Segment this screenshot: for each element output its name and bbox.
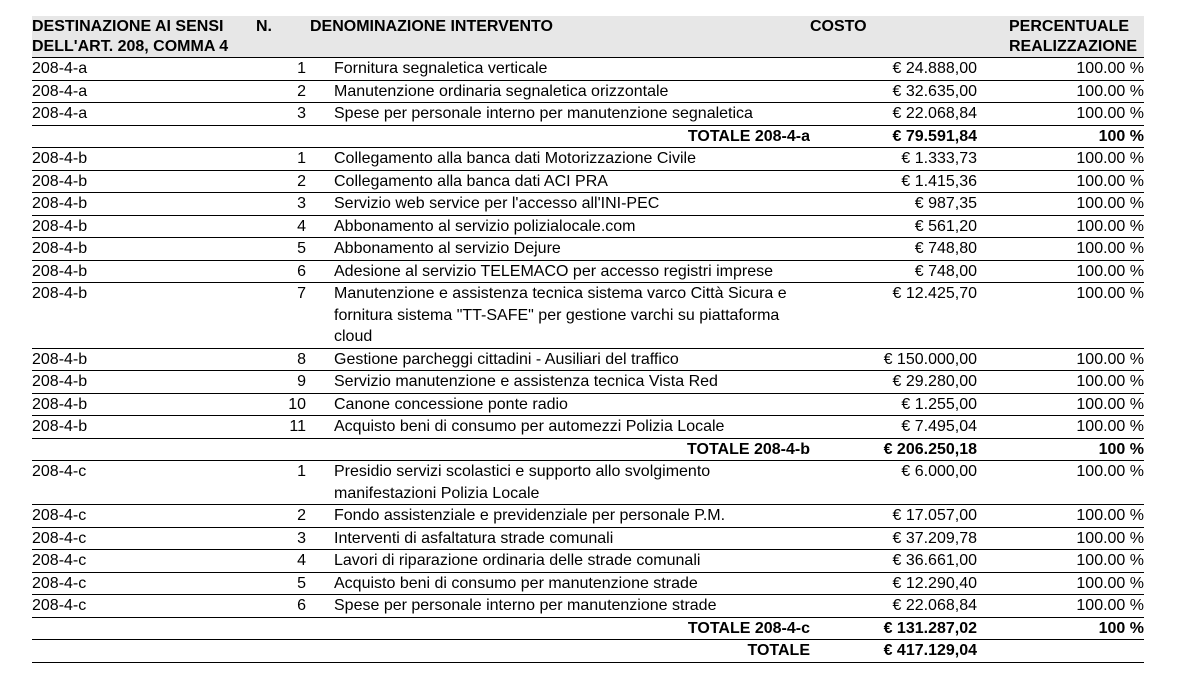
- table-row: [32, 461, 1144, 505]
- grand-total-costo: € 417.129,04: [810, 640, 977, 663]
- cell-denominazione: Abbonamento al servizio polizialocale.com: [310, 215, 810, 238]
- cell-destinazione: 208-4-b: [32, 348, 256, 371]
- table-row: [32, 58, 1144, 81]
- cell-denominazione: Adesione al servizio TELEMACO per accesso registri imprese: [310, 260, 810, 283]
- cell-costo: € 1.415,36: [810, 170, 977, 193]
- cell-denominazione: Acquisto beni di consumo per automezzi Polizia Locale: [310, 416, 810, 439]
- cell-destinazione: 208-4-b: [32, 215, 256, 238]
- cell-numero: 4: [256, 550, 310, 573]
- cell-costo: € 561,20: [810, 215, 977, 238]
- table-row: [32, 416, 1144, 439]
- cell-percentuale: 100.00 %: [977, 58, 1144, 81]
- table-row: [32, 170, 1144, 193]
- table-row: [32, 148, 1144, 171]
- cell-destinazione: 208-4-b: [32, 170, 256, 193]
- cell-denominazione: Abbonamento al servizio Dejure: [310, 238, 810, 261]
- cell-numero: 5: [256, 238, 310, 261]
- table-row: [32, 260, 1144, 283]
- cell-percentuale: 100.00 %: [977, 505, 1144, 528]
- cell-costo: € 32.635,00: [810, 80, 977, 103]
- cell-destinazione: 208-4-a: [32, 58, 256, 81]
- cell-numero: 1: [256, 148, 310, 171]
- cell-costo: € 748,80: [810, 238, 977, 261]
- cell-denominazione: Presidio servizi scolastici e supporto allo svolgimento manifestazioni Polizia Locale: [310, 461, 810, 505]
- cell-denominazione: Servizio web service per l'accesso all'INI-PEC: [310, 193, 810, 216]
- cell-percentuale: 100.00 %: [977, 416, 1144, 439]
- empty-cell: [256, 617, 310, 640]
- interventions-table: [32, 16, 1144, 663]
- cell-destinazione: 208-4-c: [32, 527, 256, 550]
- cell-numero: 5: [256, 572, 310, 595]
- cell-denominazione: Canone concessione ponte radio: [310, 393, 810, 416]
- cell-percentuale: 100.00 %: [977, 461, 1144, 505]
- cell-destinazione: 208-4-c: [32, 595, 256, 618]
- cell-costo: € 1.255,00: [810, 393, 977, 416]
- cell-percentuale: 100.00 %: [977, 260, 1144, 283]
- subtotal-percentuale: 100 %: [977, 125, 1144, 148]
- cell-costo: € 12.290,40: [810, 572, 977, 595]
- grand-total-label: TOTALE: [310, 640, 810, 663]
- subtotal-row: [32, 125, 1144, 148]
- cell-denominazione: Gestione parcheggi cittadini - Ausiliari del traffico: [310, 348, 810, 371]
- cell-percentuale: 100.00 %: [977, 170, 1144, 193]
- cell-numero: 6: [256, 260, 310, 283]
- cell-numero: 6: [256, 595, 310, 618]
- subtotal-costo: € 131.287,02: [810, 617, 977, 640]
- table-row: [32, 505, 1144, 528]
- empty-cell: [32, 640, 256, 663]
- cell-destinazione: 208-4-b: [32, 148, 256, 171]
- cell-costo: € 22.068,84: [810, 103, 977, 126]
- cell-denominazione: Collegamento alla banca dati Motorizzazione Civile: [310, 148, 810, 171]
- empty-cell: [256, 640, 310, 663]
- table-row: [32, 103, 1144, 126]
- cell-destinazione: 208-4-c: [32, 461, 256, 505]
- cell-denominazione: Interventi di asfaltatura strade comunali: [310, 527, 810, 550]
- subtotal-percentuale: 100 %: [977, 617, 1144, 640]
- table-row: [32, 527, 1144, 550]
- cell-percentuale: 100.00 %: [977, 550, 1144, 573]
- subtotal-costo: € 206.250,18: [810, 438, 977, 461]
- cell-percentuale: 100.00 %: [977, 393, 1144, 416]
- empty-cell: [256, 125, 310, 148]
- table-row: [32, 283, 1144, 349]
- cell-numero: 2: [256, 505, 310, 528]
- cell-denominazione: Servizio manutenzione e assistenza tecnica Vista Red: [310, 371, 810, 394]
- cell-costo: € 748,00: [810, 260, 977, 283]
- cell-percentuale: 100.00 %: [977, 283, 1144, 349]
- subtotal-label: TOTALE 208-4-a: [310, 125, 810, 148]
- cell-percentuale: 100.00 %: [977, 193, 1144, 216]
- empty-cell: [32, 125, 256, 148]
- cell-numero: 7: [256, 283, 310, 349]
- cell-destinazione: 208-4-b: [32, 238, 256, 261]
- table-row: [32, 193, 1144, 216]
- cell-destinazione: 208-4-c: [32, 572, 256, 595]
- table-row: [32, 595, 1144, 618]
- cell-percentuale: 100.00 %: [977, 595, 1144, 618]
- cell-costo: € 987,35: [810, 193, 977, 216]
- cell-denominazione: Spese per personale interno per manutenzione strade: [310, 595, 810, 618]
- subtotal-label: TOTALE 208-4-b: [310, 438, 810, 461]
- cell-percentuale: 100.00 %: [977, 238, 1144, 261]
- subtotal-row: [32, 617, 1144, 640]
- empty-cell: [32, 438, 256, 461]
- cell-denominazione: Fornitura segnaletica verticale: [310, 58, 810, 81]
- cell-percentuale: 100.00 %: [977, 572, 1144, 595]
- cell-costo: € 22.068,84: [810, 595, 977, 618]
- cell-percentuale: 100.00 %: [977, 527, 1144, 550]
- grand-total-row: [32, 640, 1144, 663]
- cell-denominazione: Manutenzione e assistenza tecnica sistema varco Città Sicura e fornitura sistema "TT-SAFE" per gestione varchi su piattaforma cloud: [310, 283, 810, 349]
- table-row: [32, 572, 1144, 595]
- cell-denominazione: Lavori di riparazione ordinaria delle strade comunali: [310, 550, 810, 573]
- header-denominazione: DENOMINAZIONE INTERVENTO: [310, 16, 810, 58]
- subtotal-costo: € 79.591,84: [810, 125, 977, 148]
- cell-destinazione: 208-4-b: [32, 283, 256, 349]
- header-numero: N.: [256, 16, 310, 58]
- table-row: [32, 238, 1144, 261]
- cell-destinazione: 208-4-b: [32, 416, 256, 439]
- cell-percentuale: 100.00 %: [977, 80, 1144, 103]
- cell-destinazione: 208-4-b: [32, 371, 256, 394]
- cell-denominazione: Fondo assistenziale e previdenziale per personale P.M.: [310, 505, 810, 528]
- table-row: [32, 393, 1144, 416]
- cell-numero: 3: [256, 193, 310, 216]
- table-row: [32, 80, 1144, 103]
- cell-percentuale: 100.00 %: [977, 215, 1144, 238]
- cell-costo: € 12.425,70: [810, 283, 977, 349]
- cell-numero: 3: [256, 527, 310, 550]
- header-costo: COSTO: [810, 16, 977, 58]
- subtotal-row: [32, 438, 1144, 461]
- cell-destinazione: 208-4-a: [32, 103, 256, 126]
- empty-cell: [32, 617, 256, 640]
- subtotal-label: TOTALE 208-4-c: [310, 617, 810, 640]
- cell-costo: € 24.888,00: [810, 58, 977, 81]
- cell-numero: 1: [256, 461, 310, 505]
- table-row: [32, 215, 1144, 238]
- cell-percentuale: 100.00 %: [977, 371, 1144, 394]
- cell-costo: € 37.209,78: [810, 527, 977, 550]
- cell-destinazione: 208-4-c: [32, 505, 256, 528]
- cell-numero: 8: [256, 348, 310, 371]
- cell-costo: € 36.661,00: [810, 550, 977, 573]
- subtotal-percentuale: 100 %: [977, 438, 1144, 461]
- table-row: [32, 371, 1144, 394]
- cell-costo: € 6.000,00: [810, 461, 977, 505]
- cell-destinazione: 208-4-b: [32, 393, 256, 416]
- cell-costo: € 150.000,00: [810, 348, 977, 371]
- cell-denominazione: Manutenzione ordinaria segnaletica orizzontale: [310, 80, 810, 103]
- cell-costo: € 7.495,04: [810, 416, 977, 439]
- cell-destinazione: 208-4-b: [32, 193, 256, 216]
- cell-destinazione: 208-4-a: [32, 80, 256, 103]
- header-percentuale: PERCENTUALE REALIZZAZIONE: [977, 16, 1144, 58]
- cell-numero: 1: [256, 58, 310, 81]
- cell-numero: 3: [256, 103, 310, 126]
- header-destinazione: DESTINAZIONE AI SENSI DELL'ART. 208, COMMA 4: [32, 16, 256, 58]
- cell-destinazione: 208-4-b: [32, 260, 256, 283]
- cell-denominazione: Acquisto beni di consumo per manutenzione strade: [310, 572, 810, 595]
- table-row: [32, 550, 1144, 573]
- table-row: [32, 348, 1144, 371]
- cell-numero: 4: [256, 215, 310, 238]
- cell-denominazione: Collegamento alla banca dati ACI PRA: [310, 170, 810, 193]
- cell-costo: € 1.333,73: [810, 148, 977, 171]
- cell-percentuale: 100.00 %: [977, 348, 1144, 371]
- cell-percentuale: 100.00 %: [977, 103, 1144, 126]
- cell-numero: 2: [256, 170, 310, 193]
- empty-cell: [256, 438, 310, 461]
- cell-numero: 9: [256, 371, 310, 394]
- cell-numero: 2: [256, 80, 310, 103]
- cell-costo: € 29.280,00: [810, 371, 977, 394]
- cell-numero: 10: [256, 393, 310, 416]
- cell-costo: € 17.057,00: [810, 505, 977, 528]
- cell-percentuale: 100.00 %: [977, 148, 1144, 171]
- cell-denominazione: Spese per personale interno per manutenzione segnaletica: [310, 103, 810, 126]
- empty-cell: [977, 640, 1144, 663]
- cell-numero: 11: [256, 416, 310, 439]
- table-header-row: [32, 16, 1144, 58]
- cell-destinazione: 208-4-c: [32, 550, 256, 573]
